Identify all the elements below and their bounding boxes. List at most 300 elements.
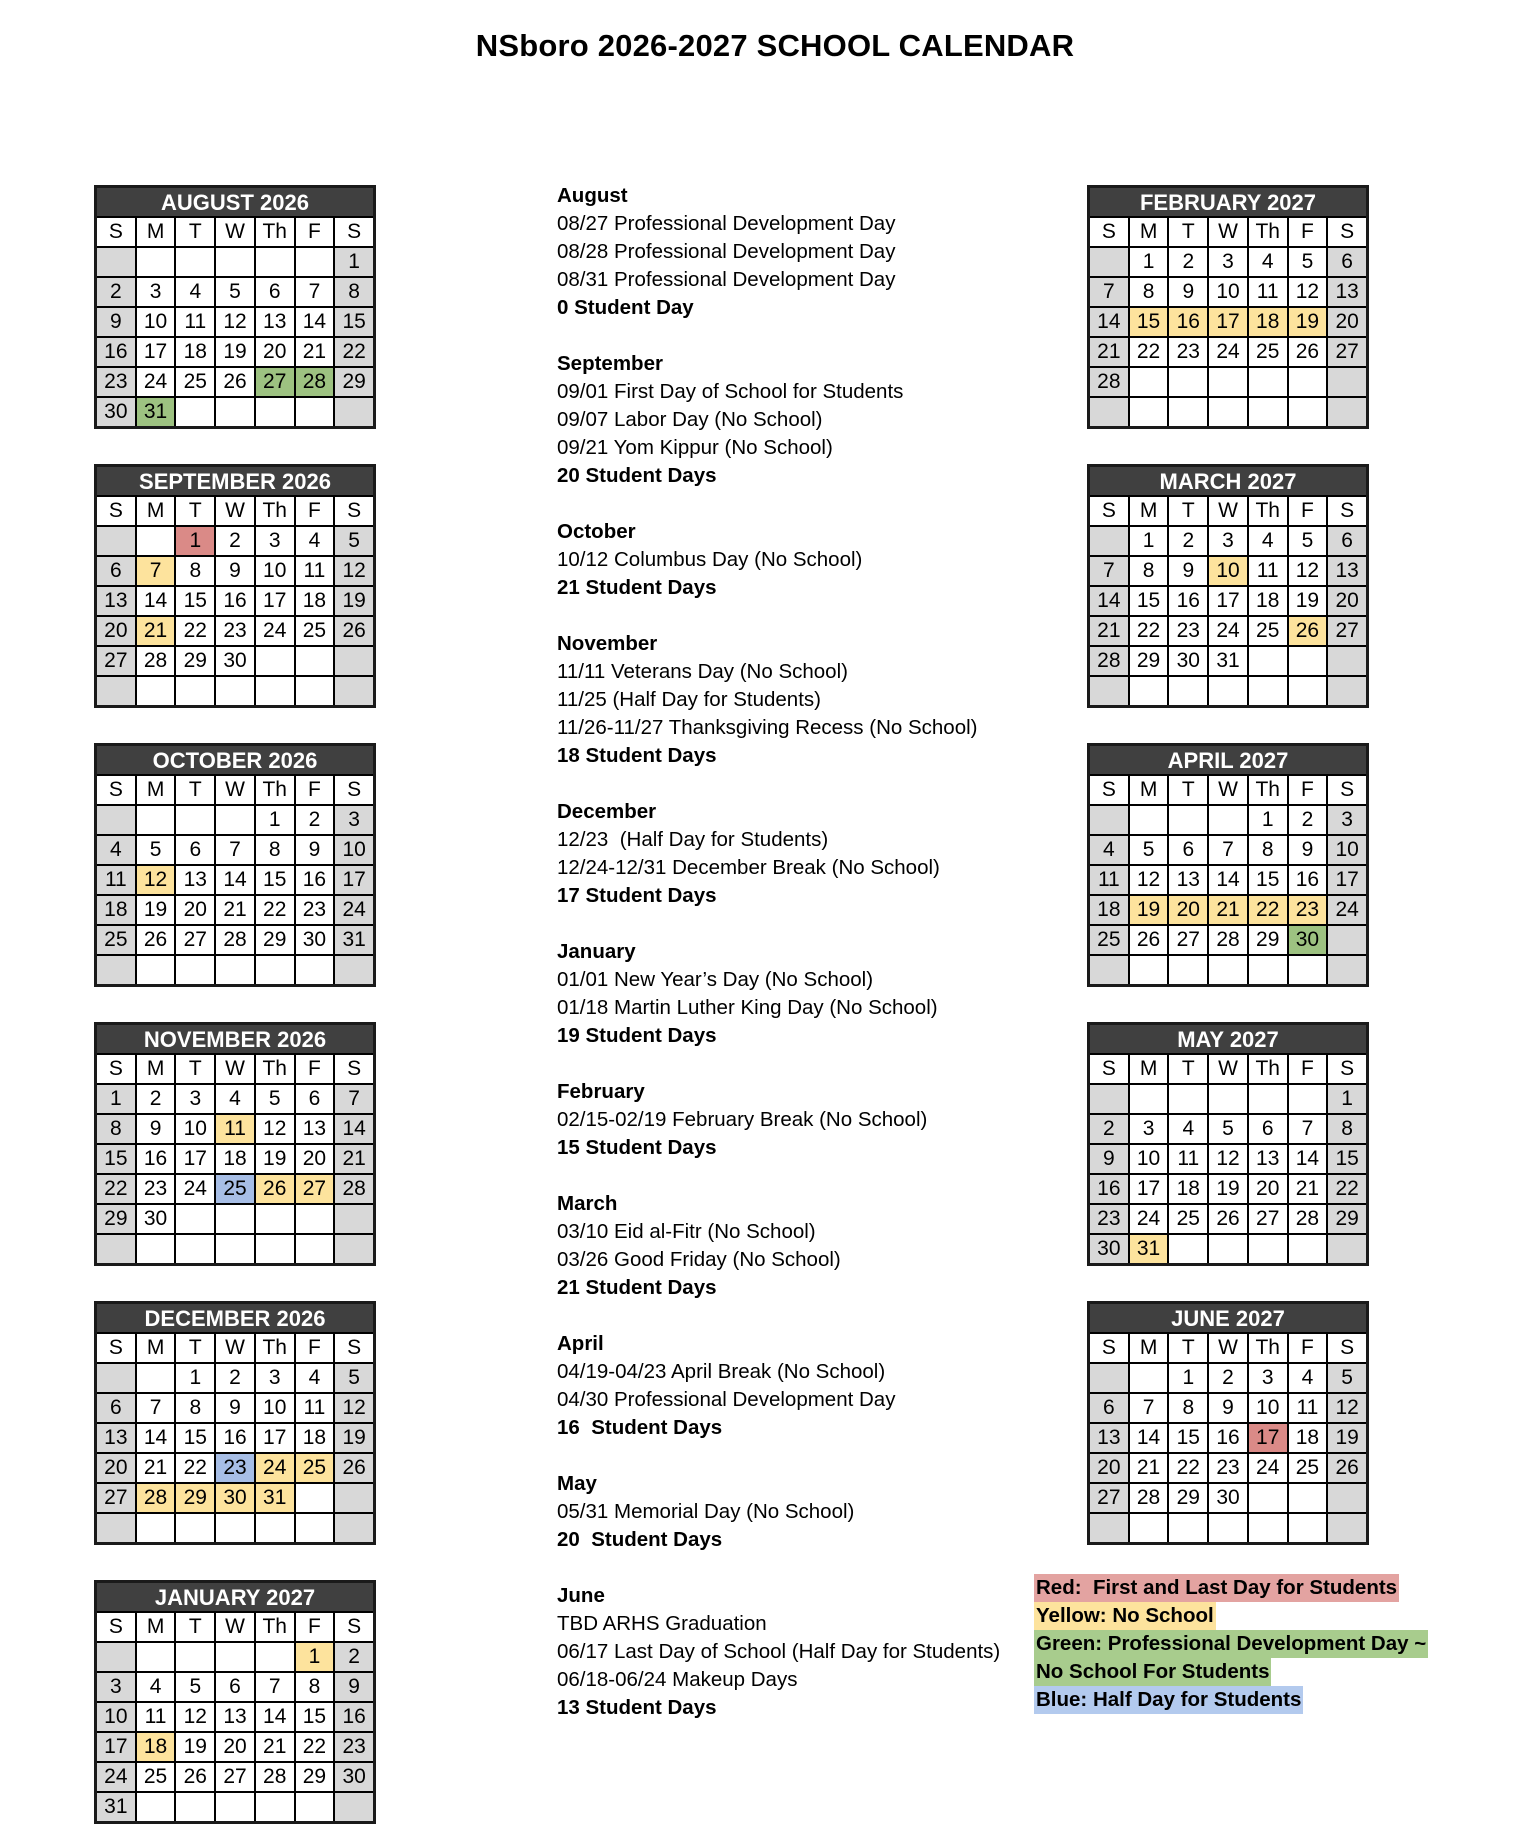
empty-day-cell bbox=[1169, 398, 1207, 426]
day-cell: 7 bbox=[1289, 1115, 1327, 1143]
empty-day-cell bbox=[137, 527, 175, 555]
day-cell: 24 bbox=[176, 1175, 214, 1203]
empty-day-cell bbox=[137, 677, 175, 705]
event-item: 03/10 Eid al-Fitr (No School) bbox=[557, 1220, 816, 1243]
empty-day-cell bbox=[216, 248, 254, 276]
day-cell: 13 bbox=[1169, 866, 1207, 894]
day-cell: 15 bbox=[1169, 1424, 1207, 1452]
day-cell: 9 bbox=[216, 557, 254, 585]
day-cell: 3 bbox=[1130, 1115, 1168, 1143]
day-cell: 18 bbox=[97, 896, 135, 924]
day-cell: 13 bbox=[1090, 1424, 1128, 1452]
events-november bbox=[557, 630, 1037, 770]
day-cell: 19 bbox=[1289, 587, 1327, 615]
event-item: 01/18 Martin Luther King Day (No School) bbox=[557, 996, 938, 1019]
empty-day-cell bbox=[97, 956, 135, 984]
day-cell: 28 bbox=[137, 1484, 175, 1512]
day-cell: 30 bbox=[335, 1763, 373, 1791]
day-cell: 13 bbox=[296, 1115, 334, 1143]
day-cell: 12 bbox=[1289, 557, 1327, 585]
day-cell: 2 bbox=[335, 1643, 373, 1671]
weekday-header: Th bbox=[1249, 1334, 1287, 1362]
events-month-label: November bbox=[557, 632, 658, 655]
calendar-may-2027 bbox=[1087, 1022, 1369, 1266]
day-cell: 16 bbox=[216, 1424, 254, 1452]
day-cell: 8 bbox=[256, 836, 294, 864]
day-cell: 23 bbox=[137, 1175, 175, 1203]
day-cell: 1 bbox=[1130, 527, 1168, 555]
empty-day-cell bbox=[1328, 647, 1366, 675]
day-cell: 5 bbox=[335, 1364, 373, 1392]
event-item: 04/19-04/23 April Break (No School) bbox=[557, 1360, 886, 1383]
empty-day-cell bbox=[1289, 647, 1327, 675]
day-cell: 7 bbox=[216, 836, 254, 864]
empty-day-cell bbox=[97, 806, 135, 834]
day-cell: 28 bbox=[256, 1763, 294, 1791]
day-cell: 10 bbox=[137, 308, 175, 336]
day-cell: 10 bbox=[176, 1115, 214, 1143]
day-cell: 23 bbox=[1209, 1454, 1247, 1482]
weekday-header: W bbox=[216, 218, 254, 246]
weekday-header: M bbox=[137, 1613, 175, 1641]
empty-day-cell bbox=[1209, 1235, 1247, 1263]
weekday-header: F bbox=[296, 776, 334, 804]
empty-day-cell bbox=[97, 1514, 135, 1542]
empty-day-cell bbox=[97, 1364, 135, 1392]
weekday-header: W bbox=[1209, 776, 1247, 804]
empty-day-cell bbox=[1130, 368, 1168, 396]
empty-day-cell bbox=[256, 1205, 294, 1233]
day-cell: 9 bbox=[1209, 1394, 1247, 1422]
day-cell: 19 bbox=[137, 896, 175, 924]
empty-day-cell bbox=[1249, 368, 1287, 396]
events-january bbox=[557, 938, 1037, 1050]
empty-day-cell bbox=[1130, 1364, 1168, 1392]
day-cell: 10 bbox=[1130, 1145, 1168, 1173]
day-cell: 8 bbox=[1130, 278, 1168, 306]
day-cell: 6 bbox=[296, 1085, 334, 1113]
day-cell: 4 bbox=[1169, 1115, 1207, 1143]
empty-day-cell bbox=[256, 1514, 294, 1542]
day-cell: 15 bbox=[1130, 587, 1168, 615]
day-cell: 30 bbox=[296, 926, 334, 954]
event-item: 06/18-06/24 Makeup Days bbox=[557, 1668, 798, 1691]
empty-day-cell bbox=[176, 248, 214, 276]
events-month-label: January bbox=[557, 940, 636, 963]
day-cell: 29 bbox=[176, 647, 214, 675]
weekday-header: S bbox=[97, 1055, 135, 1083]
day-cell: 14 bbox=[296, 308, 334, 336]
empty-day-cell bbox=[1209, 368, 1247, 396]
day-cell: 26 bbox=[1289, 617, 1327, 645]
empty-day-cell bbox=[1169, 1514, 1207, 1542]
empty-day-cell bbox=[1130, 398, 1168, 426]
empty-day-cell bbox=[1328, 956, 1366, 984]
weekday-header: Th bbox=[1249, 1055, 1287, 1083]
empty-day-cell bbox=[1090, 1514, 1128, 1542]
day-cell: 2 bbox=[137, 1085, 175, 1113]
day-cell: 14 bbox=[216, 866, 254, 894]
day-cell: 11 bbox=[1169, 1145, 1207, 1173]
day-cell: 27 bbox=[97, 647, 135, 675]
weekday-header: W bbox=[1209, 1334, 1247, 1362]
empty-day-cell bbox=[296, 398, 334, 426]
day-cell: 27 bbox=[1249, 1205, 1287, 1233]
day-cell: 13 bbox=[256, 308, 294, 336]
weekday-header: S bbox=[1090, 497, 1128, 525]
day-cell: 29 bbox=[1328, 1205, 1366, 1233]
empty-day-cell bbox=[1328, 926, 1366, 954]
empty-day-cell bbox=[1090, 806, 1128, 834]
day-cell: 3 bbox=[335, 806, 373, 834]
event-item: 09/01 First Day of School for Students bbox=[557, 380, 904, 403]
day-cell: 5 bbox=[1289, 527, 1327, 555]
weekday-header: F bbox=[296, 1334, 334, 1362]
day-cell: 6 bbox=[97, 1394, 135, 1422]
weekday-header: M bbox=[137, 776, 175, 804]
weekday-header: Th bbox=[256, 497, 294, 525]
events-month-label: April bbox=[557, 1332, 604, 1355]
calendar-jun-2027 bbox=[1087, 1301, 1369, 1545]
day-cell: 15 bbox=[1130, 308, 1168, 336]
empty-day-cell bbox=[1130, 1514, 1168, 1542]
empty-day-cell bbox=[1209, 806, 1247, 834]
empty-day-cell bbox=[1169, 1085, 1207, 1113]
day-cell: 5 bbox=[1130, 836, 1168, 864]
day-cell: 6 bbox=[1169, 836, 1207, 864]
day-cell: 18 bbox=[1090, 896, 1128, 924]
day-cell: 21 bbox=[1209, 896, 1247, 924]
day-cell: 27 bbox=[176, 926, 214, 954]
day-cell: 25 bbox=[1249, 617, 1287, 645]
day-cell: 27 bbox=[256, 368, 294, 396]
day-cell: 1 bbox=[1130, 248, 1168, 276]
day-cell: 22 bbox=[1328, 1175, 1366, 1203]
day-cell: 19 bbox=[1328, 1424, 1366, 1452]
day-cell: 19 bbox=[1130, 896, 1168, 924]
day-cell: 29 bbox=[1130, 647, 1168, 675]
empty-day-cell bbox=[256, 1793, 294, 1821]
empty-day-cell bbox=[1289, 1514, 1327, 1542]
day-cell: 12 bbox=[256, 1115, 294, 1143]
day-cell: 12 bbox=[137, 866, 175, 894]
day-cell: 9 bbox=[296, 836, 334, 864]
day-cell: 19 bbox=[176, 1733, 214, 1761]
day-cell: 18 bbox=[1289, 1424, 1327, 1452]
day-cell: 30 bbox=[137, 1205, 175, 1233]
weekday-header: S bbox=[1090, 1055, 1128, 1083]
day-cell: 13 bbox=[1249, 1145, 1287, 1173]
day-cell: 15 bbox=[335, 308, 373, 336]
day-cell: 27 bbox=[1169, 926, 1207, 954]
day-cell: 16 bbox=[1209, 1424, 1247, 1452]
events-june bbox=[557, 1582, 1037, 1722]
day-cell: 22 bbox=[97, 1175, 135, 1203]
day-cell: 2 bbox=[1209, 1364, 1247, 1392]
empty-day-cell bbox=[256, 248, 294, 276]
day-cell: 1 bbox=[256, 806, 294, 834]
day-cell: 25 bbox=[137, 1763, 175, 1791]
day-cell: 6 bbox=[176, 836, 214, 864]
day-cell: 20 bbox=[1090, 1454, 1128, 1482]
day-cell: 24 bbox=[256, 1454, 294, 1482]
empty-day-cell bbox=[216, 806, 254, 834]
day-cell: 20 bbox=[97, 1454, 135, 1482]
day-cell: 5 bbox=[1209, 1115, 1247, 1143]
empty-day-cell bbox=[1249, 677, 1287, 705]
day-cell: 27 bbox=[1328, 617, 1366, 645]
day-cell: 13 bbox=[1328, 557, 1366, 585]
day-cell: 22 bbox=[256, 896, 294, 924]
empty-day-cell bbox=[1130, 1085, 1168, 1113]
day-cell: 20 bbox=[1328, 587, 1366, 615]
day-cell: 22 bbox=[1130, 617, 1168, 645]
day-cell: 31 bbox=[256, 1484, 294, 1512]
student-days-total: 13 Student Days bbox=[557, 1696, 717, 1719]
event-item: TBD ARHS Graduation bbox=[557, 1612, 767, 1635]
events-month-label: May bbox=[557, 1472, 597, 1495]
weekday-header: S bbox=[1328, 1334, 1366, 1362]
day-cell: 21 bbox=[1090, 338, 1128, 366]
month-title: MARCH 2027 bbox=[1090, 467, 1366, 495]
event-item: 08/31 Professional Development Day bbox=[557, 268, 896, 291]
calendar-nov-2026 bbox=[94, 1022, 376, 1266]
day-cell: 24 bbox=[137, 368, 175, 396]
month-title: SEPTEMBER 2026 bbox=[97, 467, 373, 495]
empty-day-cell bbox=[335, 1514, 373, 1542]
day-cell: 31 bbox=[335, 926, 373, 954]
day-cell: 12 bbox=[1130, 866, 1168, 894]
empty-day-cell bbox=[1289, 956, 1327, 984]
empty-day-cell bbox=[1169, 677, 1207, 705]
calendar-aug-2026 bbox=[94, 185, 376, 429]
day-cell: 24 bbox=[335, 896, 373, 924]
empty-day-cell bbox=[1090, 1364, 1128, 1392]
day-cell: 15 bbox=[176, 587, 214, 615]
day-cell: 21 bbox=[1130, 1454, 1168, 1482]
weekday-header: S bbox=[335, 1334, 373, 1362]
day-cell: 30 bbox=[216, 1484, 254, 1512]
empty-day-cell bbox=[1090, 527, 1128, 555]
day-cell: 29 bbox=[1169, 1484, 1207, 1512]
weekday-header: W bbox=[216, 1055, 254, 1083]
day-cell: 21 bbox=[1090, 617, 1128, 645]
empty-day-cell bbox=[335, 1235, 373, 1263]
event-item: 02/15-02/19 February Break (No School) bbox=[557, 1108, 928, 1131]
empty-day-cell bbox=[1249, 398, 1287, 426]
day-cell: 11 bbox=[137, 1703, 175, 1731]
day-cell: 23 bbox=[296, 896, 334, 924]
day-cell: 29 bbox=[256, 926, 294, 954]
day-cell: 6 bbox=[256, 278, 294, 306]
weekday-header: M bbox=[137, 218, 175, 246]
day-cell: 31 bbox=[1209, 647, 1247, 675]
weekday-header: Th bbox=[256, 218, 294, 246]
day-cell: 2 bbox=[1169, 527, 1207, 555]
empty-day-cell bbox=[335, 647, 373, 675]
events-month-label: October bbox=[557, 520, 636, 543]
empty-day-cell bbox=[1328, 1514, 1366, 1542]
day-cell: 3 bbox=[256, 1364, 294, 1392]
day-cell: 31 bbox=[1130, 1235, 1168, 1263]
weekday-header: T bbox=[1169, 1334, 1207, 1362]
empty-day-cell bbox=[335, 677, 373, 705]
day-cell: 8 bbox=[176, 1394, 214, 1422]
empty-day-cell bbox=[256, 647, 294, 675]
day-cell: 30 bbox=[97, 398, 135, 426]
day-cell: 29 bbox=[1249, 926, 1287, 954]
empty-day-cell bbox=[216, 1235, 254, 1263]
weekday-header: S bbox=[97, 1334, 135, 1362]
day-cell: 18 bbox=[216, 1145, 254, 1173]
day-cell: 8 bbox=[1169, 1394, 1207, 1422]
day-cell: 18 bbox=[1169, 1175, 1207, 1203]
empty-day-cell bbox=[176, 1793, 214, 1821]
day-cell: 17 bbox=[256, 1424, 294, 1452]
day-cell: 14 bbox=[335, 1115, 373, 1143]
day-cell: 20 bbox=[176, 896, 214, 924]
day-cell: 10 bbox=[97, 1703, 135, 1731]
empty-day-cell bbox=[1209, 677, 1247, 705]
day-cell: 14 bbox=[256, 1703, 294, 1731]
events-february bbox=[557, 1078, 1037, 1162]
empty-day-cell bbox=[1328, 1235, 1366, 1263]
day-cell: 20 bbox=[296, 1145, 334, 1173]
day-cell: 15 bbox=[1328, 1145, 1366, 1173]
events-month-label: December bbox=[557, 800, 657, 823]
day-cell: 17 bbox=[256, 587, 294, 615]
weekday-header: S bbox=[1328, 218, 1366, 246]
weekday-header: S bbox=[335, 1613, 373, 1641]
day-cell: 8 bbox=[1249, 836, 1287, 864]
weekday-header: S bbox=[1328, 1055, 1366, 1083]
day-cell: 11 bbox=[1249, 557, 1287, 585]
day-cell: 13 bbox=[97, 587, 135, 615]
day-cell: 28 bbox=[216, 926, 254, 954]
day-cell: 12 bbox=[1209, 1145, 1247, 1173]
empty-day-cell bbox=[137, 1793, 175, 1821]
day-cell: 19 bbox=[335, 587, 373, 615]
empty-day-cell bbox=[296, 1235, 334, 1263]
month-title: FEBRUARY 2027 bbox=[1090, 188, 1366, 216]
day-cell: 11 bbox=[97, 866, 135, 894]
day-cell: 24 bbox=[1209, 617, 1247, 645]
empty-day-cell bbox=[1249, 647, 1287, 675]
empty-day-cell bbox=[335, 1205, 373, 1233]
day-cell: 28 bbox=[1130, 1484, 1168, 1512]
empty-day-cell bbox=[216, 1205, 254, 1233]
day-cell: 25 bbox=[216, 1175, 254, 1203]
empty-day-cell bbox=[1289, 1235, 1327, 1263]
day-cell: 24 bbox=[1209, 338, 1247, 366]
empty-day-cell bbox=[296, 1793, 334, 1821]
day-cell: 26 bbox=[1209, 1205, 1247, 1233]
day-cell: 8 bbox=[296, 1673, 334, 1701]
month-title: JANUARY 2027 bbox=[97, 1583, 373, 1611]
day-cell: 22 bbox=[1130, 338, 1168, 366]
day-cell: 4 bbox=[1289, 1364, 1327, 1392]
day-cell: 12 bbox=[335, 557, 373, 585]
month-grid bbox=[1090, 216, 1366, 426]
day-cell: 7 bbox=[137, 557, 175, 585]
empty-day-cell bbox=[1328, 398, 1366, 426]
empty-day-cell bbox=[1209, 956, 1247, 984]
empty-day-cell bbox=[176, 806, 214, 834]
empty-day-cell bbox=[1169, 368, 1207, 396]
event-item: 04/30 Professional Development Day bbox=[557, 1388, 896, 1411]
day-cell: 21 bbox=[216, 896, 254, 924]
event-item: 11/11 Veterans Day (No School) bbox=[557, 660, 848, 683]
event-item: 01/01 New Year’s Day (No School) bbox=[557, 968, 874, 991]
event-item: 06/17 Last Day of School (Half Day for Students) bbox=[557, 1640, 1001, 1663]
day-cell: 1 bbox=[176, 527, 214, 555]
day-cell: 22 bbox=[176, 1454, 214, 1482]
weekday-header: M bbox=[137, 1334, 175, 1362]
day-cell: 12 bbox=[1328, 1394, 1366, 1422]
day-cell: 24 bbox=[1130, 1205, 1168, 1233]
day-cell: 3 bbox=[97, 1673, 135, 1701]
month-grid bbox=[1090, 774, 1366, 984]
calendar-dec-2026 bbox=[94, 1301, 376, 1545]
weekday-header: T bbox=[1169, 776, 1207, 804]
day-cell: 6 bbox=[1328, 248, 1366, 276]
day-cell: 18 bbox=[137, 1733, 175, 1761]
weekday-header: S bbox=[97, 497, 135, 525]
day-cell: 15 bbox=[296, 1703, 334, 1731]
day-cell: 10 bbox=[1209, 557, 1247, 585]
day-cell: 1 bbox=[176, 1364, 214, 1392]
day-cell: 8 bbox=[1130, 557, 1168, 585]
weekday-header: M bbox=[1130, 497, 1168, 525]
empty-day-cell bbox=[256, 398, 294, 426]
empty-day-cell bbox=[1130, 677, 1168, 705]
empty-day-cell bbox=[1249, 1235, 1287, 1263]
day-cell: 21 bbox=[335, 1145, 373, 1173]
month-grid bbox=[97, 216, 373, 426]
empty-day-cell bbox=[1209, 1514, 1247, 1542]
weekday-header: T bbox=[176, 218, 214, 246]
student-days-total: 21 Student Days bbox=[557, 576, 717, 599]
day-cell: 2 bbox=[216, 1364, 254, 1392]
weekday-header: F bbox=[296, 1613, 334, 1641]
empty-day-cell bbox=[216, 956, 254, 984]
day-cell: 28 bbox=[296, 368, 334, 396]
day-cell: 14 bbox=[137, 1424, 175, 1452]
day-cell: 14 bbox=[1209, 866, 1247, 894]
month-title: MAY 2027 bbox=[1090, 1025, 1366, 1053]
day-cell: 3 bbox=[1328, 806, 1366, 834]
day-cell: 24 bbox=[256, 617, 294, 645]
day-cell: 1 bbox=[296, 1643, 334, 1671]
empty-day-cell bbox=[1328, 677, 1366, 705]
empty-day-cell bbox=[1249, 1085, 1287, 1113]
empty-day-cell bbox=[1130, 956, 1168, 984]
day-cell: 4 bbox=[176, 278, 214, 306]
day-cell: 9 bbox=[1289, 836, 1327, 864]
day-cell: 25 bbox=[1169, 1205, 1207, 1233]
month-title: DECEMBER 2026 bbox=[97, 1304, 373, 1332]
day-cell: 24 bbox=[1328, 896, 1366, 924]
weekday-header: F bbox=[296, 1055, 334, 1083]
day-cell: 26 bbox=[335, 617, 373, 645]
day-cell: 20 bbox=[1169, 896, 1207, 924]
weekday-header: M bbox=[1130, 218, 1168, 246]
empty-day-cell bbox=[1130, 806, 1168, 834]
day-cell: 14 bbox=[137, 587, 175, 615]
day-cell: 25 bbox=[296, 1454, 334, 1482]
day-cell: 8 bbox=[176, 557, 214, 585]
weekday-header: T bbox=[176, 1055, 214, 1083]
